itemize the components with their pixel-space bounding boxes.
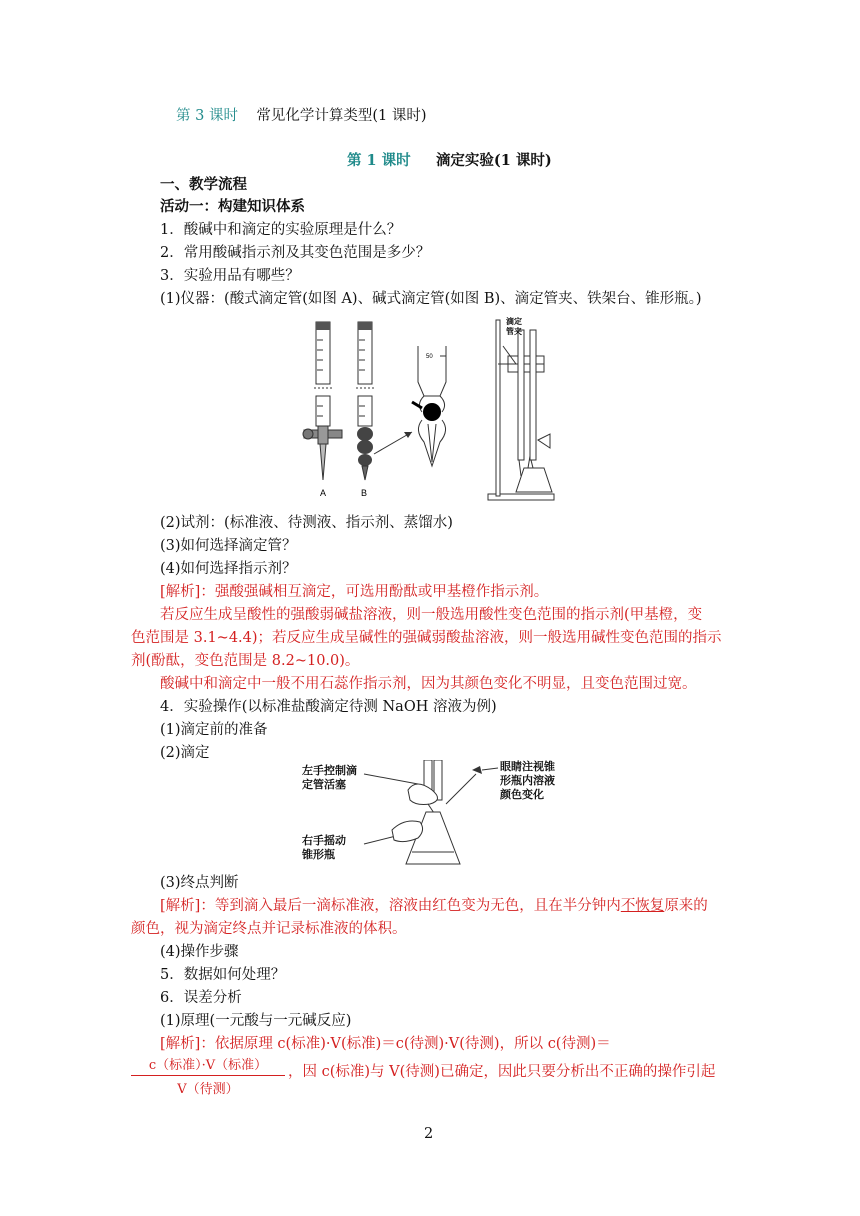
principle-line: (1)原理(一元酸与一元碱反应) bbox=[160, 1013, 352, 1029]
endpoint-line: (3)终点判断 bbox=[160, 875, 239, 891]
question-5: 5．数据如何处理？ bbox=[160, 967, 286, 983]
question-3: 3．实验用品有哪些？ bbox=[160, 268, 300, 284]
analysis-4-part-a: [解析]：等到滴入最后一滴标准液，溶液由红色变为无色，且在半分钟内 bbox=[160, 898, 621, 914]
fraction bbox=[131, 1054, 285, 1097]
fraction-numerator: c（标准）·V（标准） bbox=[148, 1058, 268, 1073]
activity-heading: 活动一：构建知识体系 bbox=[160, 198, 305, 215]
left-top-label-1: 左手控制滴 bbox=[302, 764, 357, 777]
header-line bbox=[176, 106, 427, 126]
question-6: 6．误差分析 bbox=[160, 990, 242, 1006]
steps-line: (4)操作步骤 bbox=[160, 944, 239, 960]
base-burette-icon bbox=[356, 322, 374, 480]
acid-burette-icon bbox=[303, 322, 342, 480]
section-title bbox=[347, 151, 552, 171]
right-label-1: 眼睛注视锥 bbox=[500, 760, 555, 773]
header-lesson: 第 3 课时 bbox=[176, 108, 238, 124]
label-a: A bbox=[320, 488, 327, 498]
question-4: 4．实验操作(以标准盐酸滴定待测 NaOH 溶液为例) bbox=[160, 699, 497, 715]
flow-heading: 一、教学流程 bbox=[160, 176, 247, 193]
analysis-4-underlined: 不恢复 bbox=[620, 898, 665, 914]
burette-figure bbox=[300, 316, 560, 502]
titrate-line: (2)滴定 bbox=[160, 745, 210, 761]
choose-burette: (3)如何选择滴定管？ bbox=[160, 538, 297, 554]
fraction-denominator: V（待测） bbox=[177, 1082, 239, 1097]
question-2: 2．常用酸碱指示剂及其变色范围是多少？ bbox=[160, 245, 431, 261]
prep-line: (1)滴定前的准备 bbox=[160, 722, 268, 738]
analysis-4-part-b: 原来的 bbox=[664, 898, 708, 914]
instruments-line: (1)仪器：(酸式滴定管(如图 A)、碱式滴定管(如图 B)、滴定管夹、铁架台、锥形瓶。) bbox=[160, 291, 702, 307]
reagents-line: (2)试剂：(标准液、待测液、指示剂、蒸馏水) bbox=[160, 515, 453, 531]
header-title: 常见化学计算类型(1 课时) bbox=[256, 108, 427, 124]
analysis-5: [解析]：依据原理 c(标准)·V(标准)＝c(待测)·V(待测)，所以 c(待测)＝ bbox=[160, 1036, 611, 1052]
left-bottom-label-1: 右手摇动 bbox=[302, 834, 346, 847]
analysis-5-tail: ，因 c(标准)与 V(待测)已确定，因此只要分析出不正确的操作引起 bbox=[288, 1064, 716, 1080]
burette-detail-icon bbox=[412, 346, 446, 466]
titration-figure bbox=[300, 760, 570, 870]
analysis-2-line-3: 剂(酚酞，变色范围是 8.2~10.0)。 bbox=[131, 653, 360, 669]
label-b: B bbox=[361, 488, 368, 498]
left-bottom-label-2: 锥形瓶 bbox=[302, 848, 335, 861]
analysis-3: 酸碱中和滴定中一般不用石蕊作指示剂，因为其颜色变化不明显，且变色范围过宽。 bbox=[160, 676, 697, 692]
clamp-label-1: 滴定 bbox=[506, 317, 522, 326]
hands-flask-icon bbox=[300, 760, 570, 870]
question-1: 1．酸碱中和滴定的实验原理是什么？ bbox=[160, 222, 402, 238]
right-label-2: 形瓶内溶液 bbox=[500, 774, 555, 787]
analysis-4-line-2: 颜色，视为滴定终点并记录标准液的体积。 bbox=[131, 921, 407, 937]
analysis-1: [解析]：强酸强碱相互滴定，可选用酚酞或甲基橙作指示剂。 bbox=[160, 584, 549, 600]
page-number: 2 bbox=[424, 1126, 434, 1142]
section-lesson: 第 1 课时 bbox=[347, 152, 411, 169]
stand-icon bbox=[488, 320, 554, 500]
section-title-text: 滴定实验(1 课时) bbox=[435, 152, 552, 169]
left-top-label-2: 定管活塞 bbox=[302, 778, 346, 791]
clamp-label-2: 管夹 bbox=[506, 327, 522, 336]
svg-text:50: 50 bbox=[426, 354, 433, 360]
analysis-2-line-1: 若反应生成呈酸性的强酸弱碱盐溶液，则一般选用酸性变色范围的指示剂(甲基橙，变 bbox=[160, 607, 703, 623]
right-label-3: 颜色变化 bbox=[500, 788, 544, 801]
analysis-2-line-2: 色范围是 3.1~4.4)；若反应生成呈碱性的强碱弱酸盐溶液，则一般选用碱性变色范围的指示 bbox=[131, 630, 722, 646]
choose-indicator: (4)如何选择指示剂？ bbox=[160, 561, 297, 577]
analysis-4-line-1 bbox=[160, 896, 708, 916]
